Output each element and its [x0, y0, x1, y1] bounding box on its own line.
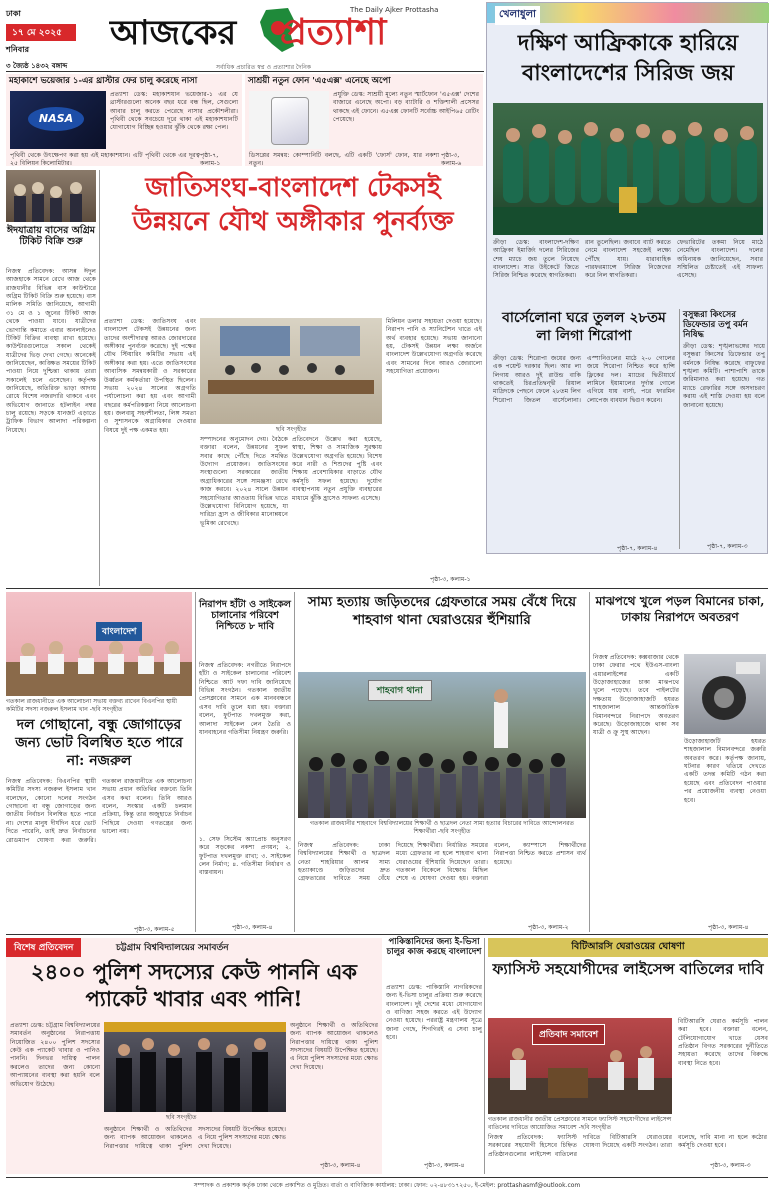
oppo-headline: সাশ্রয়ী নতুন ফোন 'এ৫এক্স' এনেছে অপো — [248, 76, 391, 86]
nazrul-headline: দল গোছানো, বন্ধু জোগাড়ের জন্য ভোট বিলম্বিত হতে পারে না: নজরুল — [15, 717, 183, 770]
bashundhara-headline: বসুন্ধরা কিংসের ডিফেন্ডার তপু বর্মন নিষিদ্ধ — [683, 310, 748, 340]
sports-body-col1: ক্রীড়া ডেস্ক: বাংলাদেশ-দক্ষিণ আফ্রিকা ইমার্জিং দলের সিরিজের শেষ ম্যাচে জয় তুলে নিয়েছে বাংলাদেশ। সাত উইকেটে জিতে সিরিজ নিশ্চিত করেছে স্বাগতিকরা। — [493, 239, 579, 280]
nazrul-page-ref: পৃষ্ঠা-৩, কলাম-৫ — [134, 926, 175, 933]
lead-col4: মিলিয়ন ডলার সহায়তা দেওয়া হয়েছে। নিরাপদ পানি ও স্যানিটেশন খাতে এই অর্থ ব্যবহার হয়েছে। সভায় জানানো হয়, টেকসই উন্নয়ন লক্ষ্য অর্জনে বাংলাদেশ উল্লেখযোগ্য অগ্রগতি করেছে এবং সামনের দিনে আরও জোরালো সহযোগিতা প্রয়োজন। — [386, 318, 482, 376]
police-body: প্রত্যাশা ডেস্ক: চট্টগ্রাম বিশ্ববিদ্যালয়ের সমাবর্তন অনুষ্ঠানের নিরাপত্তায় নিয়োজিত ২৪০০ পুলিশ সদস্যের কেউ এক প্যাকেট খাবার ও পানিও পাননি। দিনভর দায়িত্ব পালন করলেও তাদের জন্য কোনো আপ্যায়নের ব্যবস্থা করা হয়নি বলে অভিযোগ উঠেছে। — [10, 1022, 100, 1088]
cricket-team-photo — [493, 103, 763, 235]
police-story — [6, 938, 382, 1174]
lead-headline: জাতিসংঘ-বাংলাদেশ টেকসই উন্নয়নে যৌথ অঙ্গীকার পুনর্ব্যক্ত — [132, 173, 454, 237]
shahbag-body: নিজস্ব প্রতিবেদক: ঢাকা বিশ্ববিদ্যালয়ের শিক্ষার্থী ও ছাত্রদল নেতা শাহরিয়ার আলম সাম্য হত্যাকাণ্ডে জড়িতদের দ্রুত গ্রেফতারের দাবিতে সময় বেঁধে দিয়েছে শিক্ষার্থীরা। নির্ধারিত সময়ের মধ্যে গ্রেফতার না হলে শাহবাগ থানা ঘেরাওয়ের হুঁশিয়ারি দিয়েছেন তারা। গতকাল বিকেলে বিক্ষোভ মিছিল শেষে এ ঘোষণা দেওয়া হয়। বক্তারা বলেন, ক্যাম্পাসে শিক্ষার্থীদের নিরাপত্তা নিশ্চিত করতে প্রশাসন ব্যর্থ হয়েছে। — [298, 842, 586, 883]
rally-banner: প্রতিবাদ সমাবেশ — [532, 1024, 605, 1045]
pakistan-story — [386, 938, 482, 1174]
convocation-photo-caption: ছবি সংগৃহীত — [166, 1114, 197, 1121]
shahbag-photo-caption: গতকাল রাজধানীর শাহবাগে বিশ্ববিদ্যালয়ের শিক্ষার্থী ও ছাত্রদল নেতা সাম্য হত্যার বিচারের দাবিতে আন্দোলনরত শিক্ষার্থীরা -ছবি সংগৃহীত — [309, 820, 575, 835]
plane-headline: মাঝপথে খুলে পড়ল বিমানের চাকা, ঢাকায় নিরাপদে অবতরণ — [595, 594, 765, 624]
pakistan-body: প্রত্যাশা ডেস্ক: পাকিস্তানি নাগরিকদের জন্য ই-ভিসা চালুর প্রক্রিয়া শুরু করেছে বাংলাদেশ। দুই দেশের মধ্যে যোগাযোগ ও বাণিজ্য সহজ করতে এই উদ্যোগ নেওয়া হয়েছে। পররাষ্ট্র মন্ত্রণালয় সূত্রে জানা গেছে, শিগগিরই এ সেবা চালু হবে। — [386, 984, 482, 1042]
shahbag-page-ref: পৃষ্ঠা-৩, কলাম-২ — [528, 924, 569, 931]
oppo-story — [245, 74, 483, 166]
cycle-demands-list: ১. সেফ সিস্টেম অ্যাপ্রোচ অনুসরণ করে সড়কের নকশা প্রণয়ন; ২. ফুটপাত দখলমুক্ত রাখা; ৩. সাইকেল লেন নির্মাণ; ৪. গতিসীমা নির্ধারণ ও বাস্তবায়ন। — [199, 836, 291, 877]
oppo-page-ref: পৃষ্ঠা-৩, কলাম-৬ — [441, 152, 462, 168]
police-body-col3 — [290, 1022, 378, 1162]
sports-header — [487, 3, 769, 23]
btrc-tag: বিটিআরসি ঘেরাওয়ের ঘোষণা — [488, 938, 768, 957]
nasa-page-ref: পৃষ্ঠা-৭, কলাম-১ — [200, 152, 221, 168]
masthead — [0, 0, 484, 70]
weekday-label: শনিবার — [6, 45, 29, 54]
shahbag-protest-photo — [298, 672, 586, 818]
plane-page-ref: পৃষ্ঠা-৩, কলাম-৪ — [708, 924, 749, 931]
cycle-page-ref: পৃষ্ঠা-৩, কলাম-৪ — [232, 924, 273, 931]
convocation-photo — [104, 1022, 286, 1112]
cycle-headline: নিরাপদ হাঁটা ও সাইকেল চালানোর পরিবেশ নিশ্চিতে ৮ দাবি — [199, 599, 291, 632]
sports-section — [486, 2, 768, 554]
barcelona-body: ক্রীড়া ডেস্ক: শিরোপা জয়ের জন্য এক পয়েন্ট দরকার ছিল। আর লা লিগায় আরও দুই রাউন্ড বাকি থাকতেই চিরপ্রতিদ্বন্দ্বী রিয়াল মাদ্রিদকে পেছনে ফেলে ২৮তম লিগ শিরোপা জিতল বার্সেলোনা। এস্পানিওলের মাঠে ২-০ গোলের জয়ে শিরোপা নিশ্চিত করে হান্সি ফ্লিকের দল। ম্যাচের দ্বিতীয়ার্ধে লামিনে ইয়ামালের দুর্দান্ত গোলে এগিয়ে যায় বার্সা, পরে ফারমিন লোপেজ ব্যবধান দ্বিগুণ করেন। — [493, 355, 675, 404]
sports-section-label: খেলাধুলা — [495, 6, 540, 25]
un-photo-caption: ছবি সংগৃহীত — [276, 426, 307, 433]
oppo-body: প্রযুক্তি ডেস্ক: সাশ্রয়ী মূল্যে নতুন স্মার্টফোন 'এ৫এক্স' দেশের বাজারে এনেছে অপো। বড় ব্যাটারি ও শক্তিশালী প্রসেসর থাকছে এই ফোনে। এ৫এক্স ফোনটি সর্বোচ্চ আইপি৬৫ রেটিং পেয়েছে। — [333, 91, 479, 124]
logo-word-1: আজকের — [110, 13, 237, 53]
nasa-story — [6, 74, 242, 166]
lead-col2: সম্পাদনের অনুমোদন দেয়। বৈঠকে বক্তারা বলেন, উন্নয়নের সুফল সবার কাছে পৌঁছে দিতে সমন্বিত উদ্যোগ প্রয়োজন। জাতিসংঘের সংস্থাগুলো সরকারের জাতীয় অগ্রাধিকারের সঙ্গে সামঞ্জস্য রেখে কাজ করবে। ২০২৪ সালে উন্নয়ন সহযোগিতার আওতায় বিভিন্ন খাতে উল্লেখযোগ্য বিনিয়োগ হয়েছে, যা দারিদ্র্য হ্রাস ও জীবিকার মানোন্নয়নে ভূমিকা রেখেছে। — [200, 436, 288, 527]
nazrul-event-photo — [6, 592, 192, 696]
shahbag-headline: সাম্য হত্যায় জড়িতদের গ্রেফতারে সময় বেঁধে দিয়ে শাহবাগ থানা ঘেরাওয়ের হুঁশিয়ারি — [307, 594, 577, 628]
sports-body-col2: রান তুলেছিল। জবাবে ব্যাট করতে নেমে বাংলাদেশ সহজেই লক্ষ্যে পৌঁছে যায়। ধারাবাহিক পারফরম্যান্সে সিরিজ নিজেদের করে নিল স্বাগতিকরা। — [585, 239, 671, 280]
sports-headline: দক্ষিণ আফ্রিকাকে হারিয়ে বাংলাদেশের সিরিজ জয় — [517, 30, 739, 86]
police-page-ref: পৃষ্ঠা-৩, কলাম-৪ — [320, 1162, 361, 1169]
logo-word-2: প্রত্যাশা — [280, 11, 387, 53]
slogan: সর্বাধিক প্রচারিত স্বপ্ন ও প্রত্যাশার দৈনিক — [216, 64, 311, 71]
date-box — [6, 8, 98, 70]
eid-headline: ঈদযাত্রায় বাসের অগ্রিম টিকিট বিক্রি শুরু — [6, 225, 96, 247]
nazrul-photo-caption: গতকাল রাজধানীতে এক আলোচনা সভায় বক্তব্য রাখেন বিএনপির স্থায়ী কমিটির সদস্য নজরুল ইসলাম খান -ছবি সংগৃহীত — [6, 698, 177, 713]
btrc-body-col2: বিটিআরসি ঘেরাও কর্মসূচি পালন করা হবে। বক্তারা বলেন, টেলিযোগাযোগ খাতে যেসব প্রতিষ্ঠান বিগত সরকারের দুর্নীতিতে সহায়তা করেছে তাদের বিরুদ্ধে ব্যবস্থা নিতে হবে। — [678, 1018, 768, 1067]
nasa-body: প্রত্যাশা ডেস্ক: মহাকাশযান ভয়েজার-১ এর যে থ্রাস্টারগুলো অনেক বছর ধরে বন্ধ ছিল, সেগুলো আবার চালু করতে পেরেছে নাসার প্রকৌশলীরা। পৃথিবী থেকে সবচেয়ে দূরে থাকা এই মহাকাশযানটি যোগাযোগ বিচ্ছিন্ন হওয়ার ঝুঁকি থেকে রক্ষা পেল। — [110, 91, 238, 132]
lead-page-ref: পৃষ্ঠা-৩, কলাম-১ — [430, 576, 471, 583]
btrc-page-ref: পৃষ্ঠা-৩, কলাম-৩ — [710, 1162, 751, 1169]
pakistan-page-ref: পৃষ্ঠা-৩, কলাম-৪ — [424, 1162, 465, 1169]
police-station-sign: শাহবাগ থানা — [368, 680, 432, 701]
aircraft-wheel-photo — [684, 654, 766, 734]
bashundhara-page-ref: পৃষ্ঠা-৭, কলাম-৩ — [707, 543, 748, 550]
barcelona-page-ref: পৃষ্ঠা-৭, কলাম-৪ — [617, 545, 658, 552]
english-name: The Daily Ajker Prottasha — [350, 6, 439, 14]
bus-counter-photo — [6, 170, 96, 222]
bashundhara-body: ক্রীড়া ডেস্ক: শৃঙ্খলাভঙ্গের দায়ে বসুন্ধরা কিংসের ডিফেন্ডার তপু বর্মনকে নিষিদ্ধ করেছে বাফুফের শৃঙ্খলা কমিটি। পাশাপাশি তাকে জরিমানাও করা হয়েছে। গত ম্যাচে রেফারির সঙ্গে অসদাচরণ করায় এই শাস্তি দেওয়া হয় বলে জানানো হয়েছে। — [683, 343, 765, 409]
barcelona-headline: বার্সেলোনা ঘরে তুলল ২৮তম লা লিগা শিরোপা — [502, 310, 666, 345]
btrc-rally-photo — [488, 1018, 672, 1114]
nasa-headline: মহাকাশে ভয়েজার ১-এর থ্রাস্টার ফের চালু করেছে নাসা — [9, 76, 198, 86]
police-body-col2: অনুষ্ঠানে শিক্ষার্থী ও অতিথিদের জন্য ব্যাপক আয়োজন থাকলেও নিরাপত্তার দায়িত্বে থাকা পুলিশ সদস্যদের বিষয়টি উপেক্ষিত হয়েছে। এ নিয়ে পুলিশ সদস্যদের মধ্যে ক্ষোভ দেখা দিয়েছে। — [104, 1126, 286, 1150]
lead-col3: প্রতিবেদনে উল্লেখ করা হয়েছে, স্বাস্থ্য, শিক্ষা ও সামাজিক সুরক্ষায় উল্লেখযোগ্য অগ্রগতি হয়েছে। বিশেষ করে নারী ও শিশুদের পুষ্টি এবং শিক্ষায় প্রবেশাধিকার বাড়াতে যৌথ কর্মসূচি সফল হয়েছে। দুর্যোগ ব্যবস্থাপনায় নতুন প্রযুক্তি ব্যবহারের মাধ্যমে ঝুঁকি হ্রাসেও সাফল্য এসেছে। — [292, 436, 382, 502]
special-report-tag: বিশেষ প্রতিবেদন — [6, 938, 81, 957]
un-meeting-photo — [200, 318, 382, 424]
pakistan-headline: পাকিস্তানিদের জন্য ই-ভিসা চালুর কাজ করছে বাংলাদেশ — [386, 937, 482, 957]
plane-body: নিজস্ব প্রতিবেদক: কক্সবাজার থেকে ঢাকা ফেরার পথে ইউএস-বাংলা এয়ারলাইন্সের একটি উড়োজাহাজের চাকা মাঝপথে খুলে পড়েছে। তবে পাইলটের দক্ষতায় উড়োজাহাজটি হযরত শাহজালাল আন্তর্জাতিক বিমানবন্দরে নিরাপদে অবতরণ করেছে। উড়োজাহাজে থাকা সব যাত্রী ও ক্রু সুস্থ আছেন। — [593, 654, 679, 737]
newspaper-logo — [110, 4, 450, 62]
btrc-body: নিজস্ব প্রতিবেদক: ফ্যাসিস্ট সরকারের সহযোগী হিসেবে চিহ্নিত প্রতিষ্ঠানগুলোর লাইসেন্স বাতিলের দাবিতে বিটিআরসি ঘেরাওয়ের ঘোষণা দিয়েছে একটি সংগঠন। তারা বলেছে, দাবি মানা না হলে কঠোর কর্মসূচি দেওয়া হবে। — [488, 1134, 767, 1158]
nasa-tail: পৃথিবী থেকে উৎক্ষেপণ করা হয় এই মহাকাশযান। এটি পৃথিবী থেকে এর দূরত্ব ২৫ বিলিয়ন কিলোমিটার। — [10, 152, 200, 168]
imprint-footer: সম্পাদক ও প্রকাশক কর্তৃক ঢাকা থেকে প্রকাশিত ও মুদ্রিত। বার্তা ও বাণিজ্যিক কার্যালয়: ঢাকা। ফোন: ০২-৪৮৩১৭২৫০, ই-মেইল: prottashasmf@outlook.com — [193, 1182, 581, 1189]
btrc-headline: ফ্যাসিস্ট সহযোগীদের লাইসেন্স বাতিলের দাবি — [492, 960, 764, 978]
police-headline: ২৪০০ পুলিশ সদস্যের কেউ পাননি এক প্যাকেট খাবার এবং পানি! — [31, 959, 357, 1012]
date-label: ১৭ মে ২০২৫ — [6, 24, 76, 41]
oppo-tail: ডিসপ্লের সমন্বয়: কোম্পানিটি বলছে, এটি একটি 'ফোর্স' ফোন, যার নকশা নতুন। — [249, 152, 439, 168]
nasa-logo: NASA — [28, 107, 84, 131]
sports-body-col3: ফেভারিটের তকমা নিয়ে মাঠে নেমেছিল বাংলাদেশ। দলের অধিনায়ক জানিয়েছেন, সবার সম্মিলিত চেষ্টাতেই এই সাফল্য এসেছে। — [677, 239, 763, 280]
lead-col1: প্রত্যাশা ডেস্ক: জাতিসংঘ এবং বাংলাদেশ টেকসই উন্নয়নের জন্য তাদের অংশীদারত্ব আরও জোরদারের অঙ্গীকার পুনর্ব্যক্ত করেছে। দুই পক্ষের যৌথ স্টিয়ারিং কমিটির সভায় এই অঙ্গীকার করা হয়। এতে জাতিসংঘের আবাসিক সমন্বয়কারী ও সরকারের উর্ধ্বতন কর্মকর্তারা উপস্থিত ছিলেন। সভায় ২০২৪ সালের অগ্রগতি পর্যালোচনা করা হয় এবং আগামী বছরের কর্মপরিকল্পনা নিয়ে আলোচনা হয়। জলবায়ু সহনশীলতা, লিঙ্গ সমতা ও সুশাসনকে অগ্রাধিকার দেওয়ার বিষয়ে দুই পক্ষ একমত হয়। — [104, 318, 196, 434]
btrc-photo-caption: গতকাল রাজধানীর জাতীয় প্রেসক্লাবের সামনে ফ্যাসিস্ট সহযোগীদের লাইসেন্স বাতিলের দাবিতে আয়োজিত সমাবেশ -ছবি সংগৃহীত — [488, 1116, 672, 1131]
plane-body-col2: উড়োজাহাজটি হযরত শাহজালাল বিমানবন্দরে জরুরি অবতরণ করে। কর্তৃপক্ষ জানায়, ঘটনার কারণ খতিয়ে দেখতে একটি তদন্ত কমিটি গঠন করা হয়েছে এবং প্রতিবেদন পাওয়ার পর প্রয়োজনীয় ব্যবস্থা নেওয়া হবে। — [684, 738, 766, 804]
police-col3-text: অনুষ্ঠানে শিক্ষার্থী ও অতিথিদের জন্য ব্যাপক আয়োজন থাকলেও নিরাপত্তার দায়িত্বে থাকা পুলিশ সদস্যদের বিষয়টি উপেক্ষিত হয়েছে। এ নিয়ে পুলিশ সদস্যদের মধ্যে ক্ষোভ দেখা দিয়েছে। — [290, 1022, 378, 1071]
event-banner: বাংলাদেশ — [96, 622, 142, 641]
cycle-body: নিজস্ব প্রতিবেদক: নগরীতে নিরাপদে হাঁটা ও সাইকেল চালানোর পরিবেশ নিশ্চিতে আট দফা দাবি জানিয়েছে বিভিন্ন সংগঠন। গতকাল জাতীয় প্রেসক্লাবের সামনে এক মানববন্ধনে এসব দাবি তুলে ধরা হয়। বক্তারা বলেন, ফুটপাত দখলমুক্ত করা, আলাদা সাইকেল লেন তৈরি ও যানবাহনের গতিসীমা নিয়ন্ত্রণ জরুরি। — [199, 662, 291, 736]
phone-photo — [249, 91, 329, 149]
city-label: ঢাকা — [6, 9, 21, 18]
nasa-photo — [10, 91, 106, 149]
police-subheadline: চট্টগ্রাম বিশ্ববিদ্যালয়ের সমাবর্তন — [116, 943, 229, 953]
eid-body: নিজস্ব প্রতিবেদক: আসন্ন ঈদুল আজহাকে সামনে রেখে আজ থেকে রাজধানীর বিভিন্ন বাস কাউন্টারে অগ্রিম টিকিট বিক্রি শুরু হয়েছে। বাস মালিক সমিতি জানিয়েছে, আগামী ৩১ মে ও ১ জুনের টিকিট আজ থেকে পাওয়া যাবে। যাত্রীদের ভোগান্তি কমাতে এবার অনলাইনেও টিকিট বিক্রির ব্যবস্থা রাখা হয়েছে। কাউন্টারগুলোতে সকাল থেকেই যাত্রীদের ভিড় দেখা গেছে। অনেকেই জানিয়েছেন, কাঙ্ক্ষিত সময়ের টিকিট পাওয়া নিয়ে দুশ্চিন্তা থাকায় তারা সকালেই চলে এসেছেন। কর্তৃপক্ষ জানিয়েছে, অতিরিক্ত ভাড়া আদায় রোধে বিশেষ নজরদারি থাকবে এবং অভিযোগ জানাতে হটলাইন নম্বর চালু রয়েছে। সড়কে যানজট এড়াতে ট্রাফিক বিভাগ আলাদা পরিকল্পনা নিয়েছে। — [6, 268, 96, 434]
bangla-date-label: ৩ জ্যৈষ্ঠ ১৪৩২ বঙ্গাব্দ — [6, 62, 68, 70]
btrc-story — [488, 938, 768, 1174]
nazrul-body: নিজস্ব প্রতিবেদক: বিএনপির স্থায়ী কমিটির সদস্য নজরুল ইসলাম খান বলেছেন, কোনো দলের সংগঠন গোছানো বা বন্ধু জোগাড়ের জন্য জাতীয় নির্বাচন বিলম্বিত হতে পারে না। দেশের মানুষ দীর্ঘদিন ধরে ভোট দিতে পারেনি, তাই দ্রুত নির্বাচনের রোডম্যাপ ঘোষণা করা জরুরি। গতকাল রাজধানীতে এক আলোচনা সভায় প্রধান অতিথির বক্তব্যে তিনি এসব কথা বলেন। তিনি আরও বলেন, সংস্কার একটি চলমান প্রক্রিয়া, কিন্তু তার অজুহাতে নির্বাচন পিছিয়ে দেওয়া গণতন্ত্রের জন্য ভালো নয়। — [6, 778, 192, 844]
